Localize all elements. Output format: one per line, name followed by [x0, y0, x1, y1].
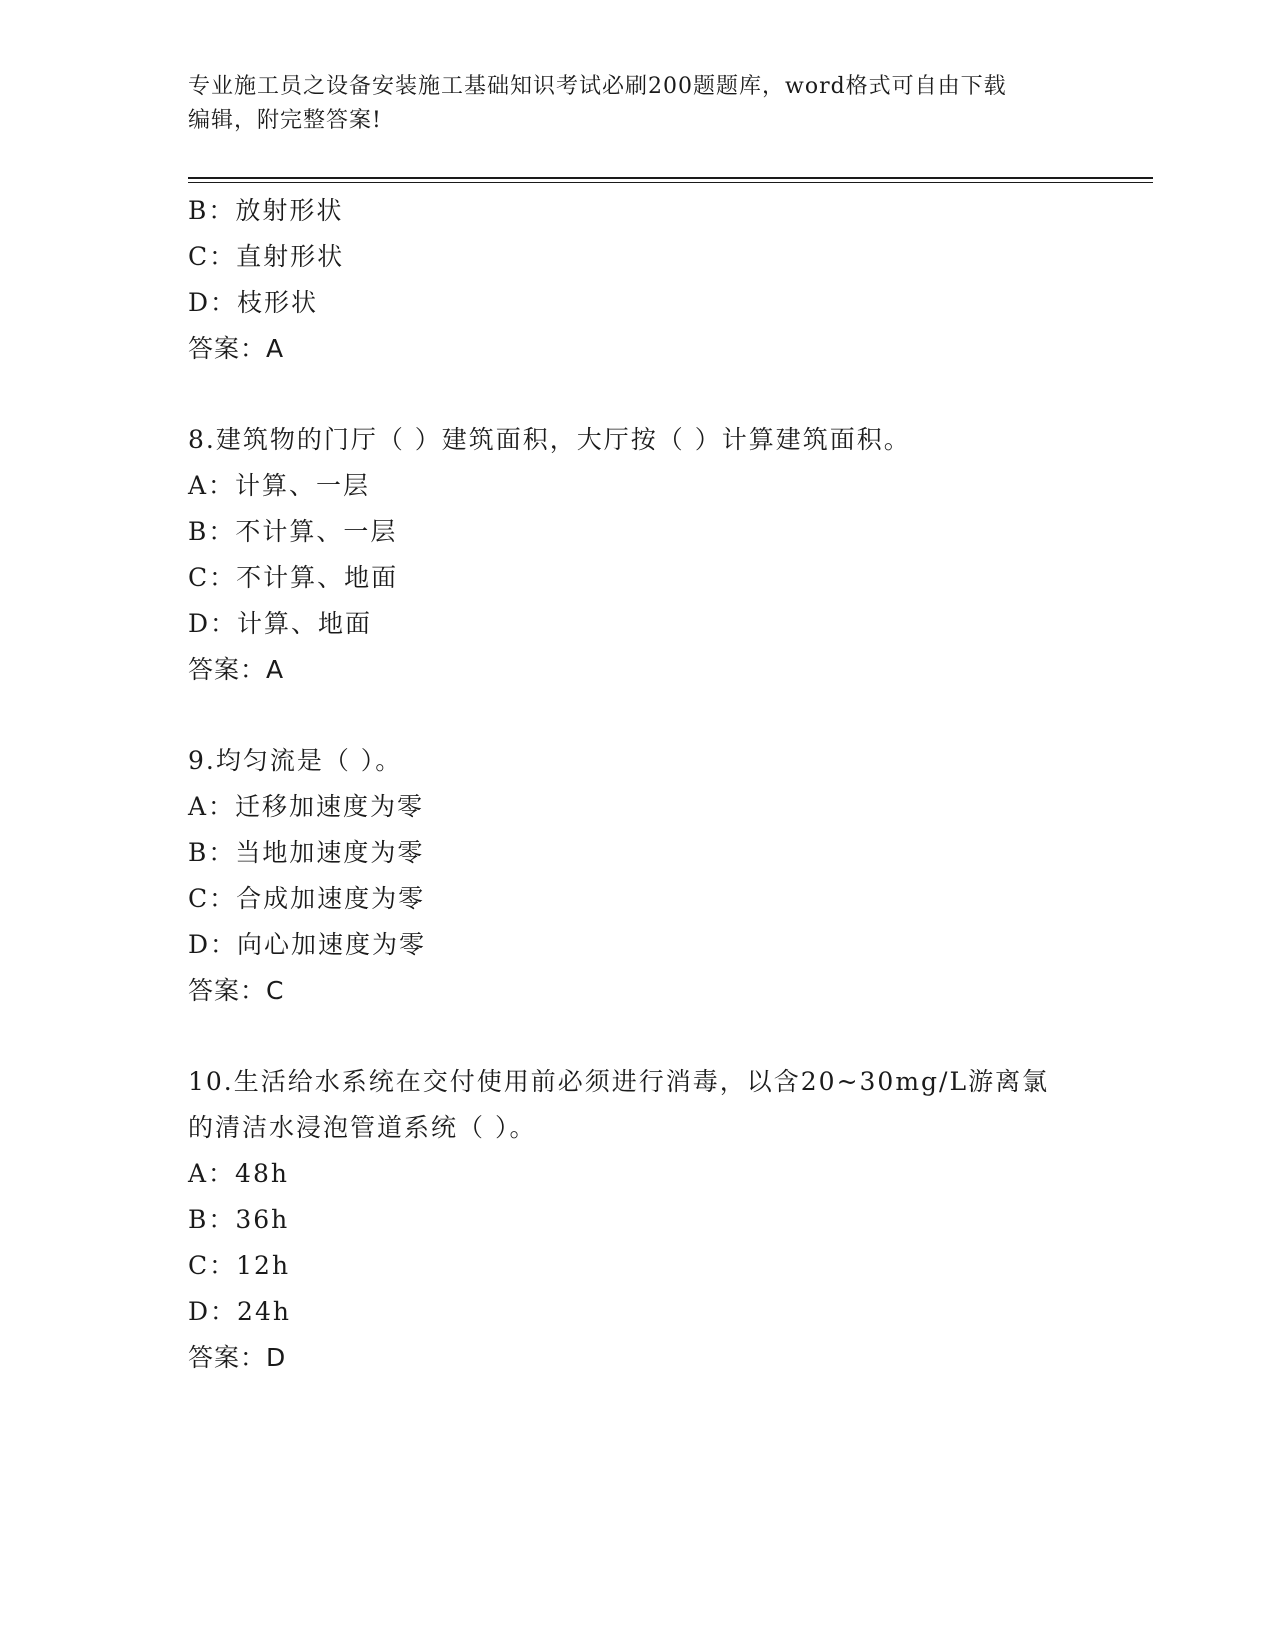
spacer — [188, 1014, 1108, 1059]
answer-line: 答案：A — [188, 655, 285, 684]
header-title-line-1: 专业施工员之设备安装施工基础知识考试必刷200题题库，word格式可自由下载 — [188, 74, 1007, 99]
option-b: B：36h — [188, 1205, 290, 1234]
question-stem: 8.建筑物的门厅（ ）建筑面积，大厅按（ ）计算建筑面积。 — [188, 425, 911, 454]
header-divider-thick — [188, 177, 1153, 179]
option-c: C：合成加速度为零 — [188, 884, 426, 913]
option-d: D：枝形状 — [188, 288, 319, 317]
option-c: C：不计算、地面 — [188, 563, 399, 592]
document-header — [188, 70, 1078, 138]
spacer — [188, 372, 1108, 417]
option-d: D：24h — [188, 1297, 291, 1326]
option-d: D：向心加速度为零 — [188, 930, 427, 959]
question-stem-line-2: 的清洁水浸泡管道系统（ ）。 — [188, 1113, 537, 1142]
header-title-line-2: 编辑，附完整答案! — [188, 108, 382, 133]
option-a: A：计算、一层 — [188, 471, 371, 500]
option-c: C：直射形状 — [188, 242, 345, 271]
option-a: A：迁移加速度为零 — [188, 792, 425, 821]
option-d: D：计算、地面 — [188, 609, 373, 638]
question-stem: 9.均匀流是（ ）。 — [188, 746, 403, 775]
answer-line: 答案：D — [188, 1343, 287, 1372]
question-7-continued — [188, 188, 1108, 372]
answer-line: 答案：A — [188, 334, 285, 363]
question-stem-line-1: 10.生活给水系统在交付使用前必须进行消毒，以含20~30mg/L游离氯 — [188, 1067, 1050, 1096]
option-c: C：12h — [188, 1251, 291, 1280]
question-8 — [188, 417, 1108, 693]
question-list — [188, 188, 1108, 1381]
spacer — [188, 693, 1108, 738]
option-a: A：48h — [188, 1159, 289, 1188]
question-9 — [188, 738, 1108, 1014]
answer-line: 答案：C — [188, 976, 285, 1005]
option-b: B：放射形状 — [188, 196, 344, 225]
option-b: B：不计算、一层 — [188, 517, 398, 546]
question-10 — [188, 1059, 1108, 1381]
header-divider-thin — [188, 182, 1153, 183]
option-b: B：当地加速度为零 — [188, 838, 425, 867]
